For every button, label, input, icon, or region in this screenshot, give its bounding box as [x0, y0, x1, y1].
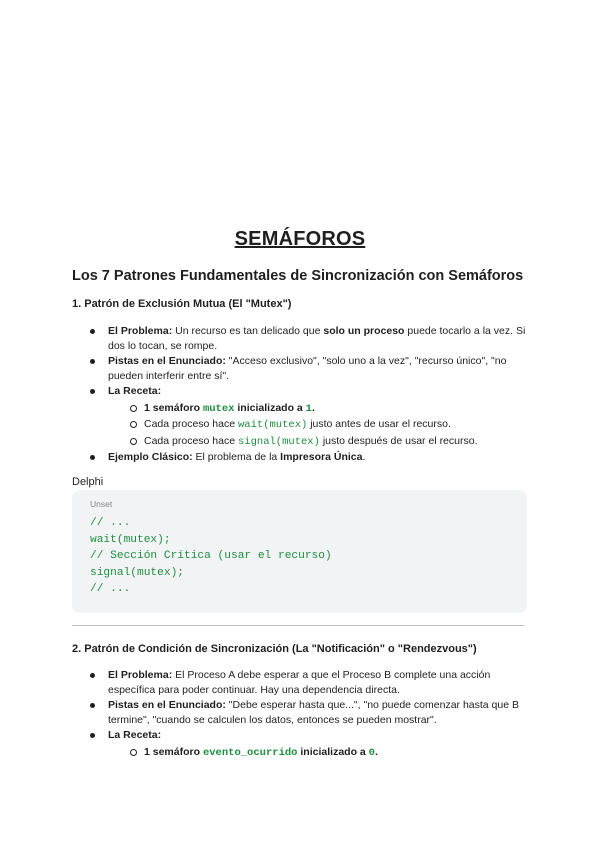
- list-item: El Problema: El Proceso A debe esperar a que el Proceso B complete una acción específica para poder continuar. Hay una dependencia directa.: [72, 668, 528, 697]
- list-item: Ejemplo Clásico: El problema de la Impresora Única.: [72, 450, 528, 465]
- code-lang-tag: Unset: [90, 499, 113, 509]
- problem-label: El Problema:: [108, 669, 173, 681]
- section-1-heading: 1. Patrón de Exclusión Mutua (El "Mutex"): [72, 298, 292, 310]
- list-item: [72, 384, 528, 449]
- code-line: // ...: [90, 583, 131, 595]
- section-2-heading: 2. Patrón de Condición de Sincronización (La "Notificación" o "Rendezvous"): [72, 643, 477, 655]
- list-item: Pistas en el Enunciado: "Debe esperar hasta que...", "no puede comenzar hasta que B termine", "cuando se calculen los datos, entonces se pueden mostrar".: [72, 698, 528, 727]
- list-item: El Problema: Un recurso es tan delicado que solo un proceso puede tocarlo a la vez. Si dos lo tocan, se rompe.: [72, 324, 528, 353]
- page-title: SEMÁFOROS: [234, 228, 366, 250]
- hints-label: Pistas en el Enunciado:: [108, 355, 226, 367]
- problem-label: El Problema:: [108, 325, 173, 337]
- example-label: Ejemplo Clásico:: [108, 451, 193, 463]
- horizontal-divider: [72, 625, 524, 626]
- code-line: wait(mutex);: [90, 533, 171, 546]
- code-line: signal(mutex);: [90, 566, 184, 579]
- section-1-list: [72, 324, 528, 466]
- section-2-list: [72, 668, 528, 761]
- code-block[interactable]: [72, 490, 527, 613]
- list-item: [72, 728, 528, 760]
- hints-label: Pistas en el Enunciado:: [108, 699, 226, 711]
- recipe-sublist: [108, 745, 528, 761]
- recipe-sublist: [108, 401, 528, 450]
- recipe-label: La Receta:: [108, 385, 162, 397]
- code-line: // ...: [90, 517, 131, 529]
- code-line: // Sección Crítica (usar el recurso): [90, 550, 332, 562]
- sub-list-item: Cada proceso hace signal(mutex) justo después de usar el recurso.: [108, 434, 528, 450]
- recipe-label: La Receta:: [108, 729, 162, 741]
- code-language-label: Delphi: [72, 476, 104, 488]
- code-lines: [90, 515, 332, 598]
- list-item: Pistas en el Enunciado: "Acceso exclusivo", "solo uno a la vez", "recurso único", "no pueden interferir entre sí".: [72, 354, 528, 383]
- sub-list-item: Cada proceso hace wait(mutex) justo antes de usar el recurso.: [108, 417, 528, 433]
- sub-list-item: 1 semáforo mutex inicializado a 1.: [108, 401, 528, 417]
- page-subtitle: Los 7 Patrones Fundamentales de Sincronización con Semáforos: [72, 268, 524, 284]
- sub-list-item: 1 semáforo evento_ocurrido inicializado a 0.: [108, 745, 528, 761]
